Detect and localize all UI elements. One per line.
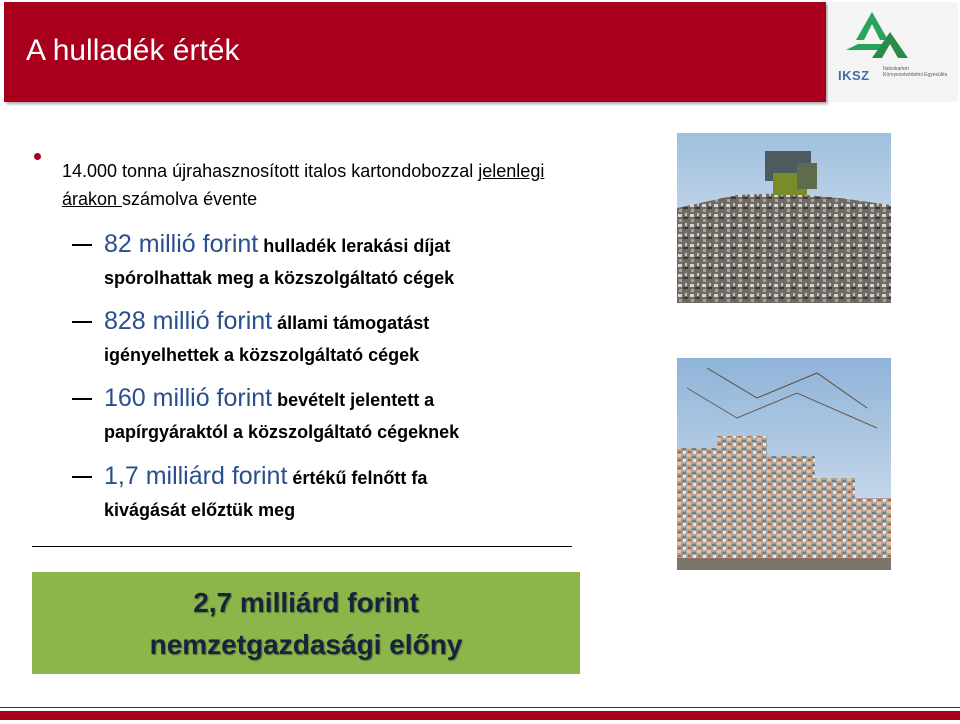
logo-name: IKSZ <box>838 68 870 83</box>
logo-org-line: Italoskarton <box>883 66 909 72</box>
footer-line <box>0 707 960 708</box>
sub-bullet-text: állami támogatást <box>272 313 430 333</box>
logo-org-line: Környezetvédelmi Egyesülés <box>883 72 948 78</box>
landfill-photo <box>677 133 891 303</box>
sub-bullet-body <box>104 460 584 526</box>
sub-bullet-body <box>104 382 584 448</box>
sub-bullet-body <box>104 228 584 294</box>
divider <box>32 546 572 547</box>
amount: 160 millió forint <box>104 384 273 412</box>
logo-org <box>883 66 955 78</box>
sub-bullet-body <box>104 305 584 371</box>
main-bullet-part2: számolva évente <box>122 189 258 209</box>
summary-line: 2,7 milliárd forint <box>193 587 419 618</box>
dash-icon <box>72 321 92 323</box>
main-bullet-part1: 14.000 tonna újrahasznosított italos kartondobozzal <box>62 161 479 181</box>
amount: 82 millió forint <box>104 230 259 258</box>
sub-bullet-text: hulladék lerakási díjat <box>258 236 451 256</box>
amount: 1,7 milliárd forint <box>104 462 288 490</box>
sub-bullet-text: bevételt jelentett a <box>272 390 435 410</box>
iksz-logo <box>828 2 958 102</box>
main-bullet-text <box>62 157 602 213</box>
sub-bullet-text: papírgyáraktól a közszolgáltató cégeknek <box>104 422 460 442</box>
sub-bullet-text: értékű felnőtt fa <box>287 468 428 488</box>
dash-icon <box>72 244 92 246</box>
amount: 828 millió forint <box>104 307 273 335</box>
bullet-dot <box>34 153 41 160</box>
title-bar <box>4 2 826 102</box>
footer-bar <box>0 711 960 720</box>
main-bullet-underlined: jelenlegi árakon <box>62 161 545 209</box>
sub-bullet-text: kivágását előztük meg <box>104 500 296 520</box>
summary-line: nemzetgazdasági előny <box>149 629 463 660</box>
iksz-logo-icon <box>828 2 958 68</box>
sub-bullet-text: igényelhettek a közszolgáltató cégek <box>104 345 420 365</box>
dash-icon <box>72 398 92 400</box>
slide-title: A hulladék érték <box>26 34 240 67</box>
bales-photo <box>677 358 891 570</box>
dash-icon <box>72 476 92 478</box>
sub-bullet-text: spórolhattak meg a közszolgáltató cégek <box>104 268 455 288</box>
summary-box <box>32 572 580 674</box>
